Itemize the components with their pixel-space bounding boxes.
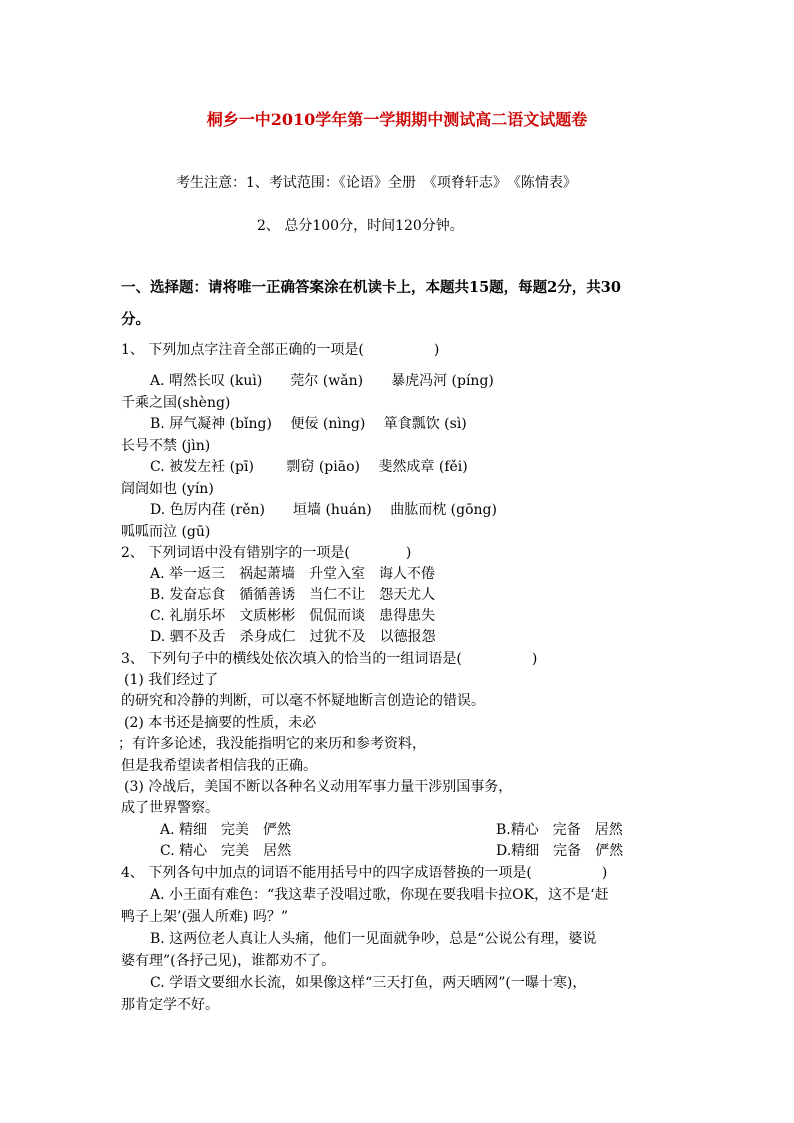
section-1-heading: 一、选择题：请将唯一正确答案涂在机读卡上，本题共15题，每题2分，共30 bbox=[121, 279, 621, 296]
q4-option-b: B. 这两位老人真让人头痛，他们一见面就争吵，总是“公说公有理，婆说 bbox=[150, 931, 597, 947]
q2-stem: 2、 下列词语中没有错别字的一项是( ) bbox=[121, 545, 412, 561]
section-1-heading-cont: 分。 bbox=[121, 311, 150, 328]
q3-sentence-3-cont: 成了世界警察。 bbox=[121, 800, 219, 816]
q3-stem: 3、 下列句子中的横线处依次填入的恰当的一组词语是( ) bbox=[121, 651, 538, 667]
q1-option-c-cont: 訚訚如也 (yín) bbox=[121, 481, 214, 497]
q3-sentence-2-cont: ；有许多论述，我没能指明它的来历和参考资料， bbox=[118, 736, 426, 752]
q1-option-b-cont: 长号不禁 (jìn) bbox=[121, 438, 211, 454]
page-title: 桐乡一中2010学年第一学期期中测试高二语文试题卷 bbox=[206, 110, 588, 129]
q4-option-b-cont: 婆有理”(各抒己见)，谁都劝不了。 bbox=[121, 953, 336, 969]
q1-option-a: A. 喟然长叹 (kuì) 莞尔 (wǎn) 暴虎冯河 (píng) bbox=[150, 373, 494, 389]
q4-option-c-cont: 那肯定学不好。 bbox=[121, 997, 219, 1013]
q2-option-c: C. 礼崩乐坏 文质彬彬 侃侃而谈 患得患失 bbox=[150, 608, 436, 624]
q4-option-a: A. 小王面有难色：“我这辈子没唱过歌，你现在要我唱卡拉OK，这不是‘赶 bbox=[150, 887, 609, 903]
q1-option-a-cont: 千乘之国(shèng) bbox=[121, 395, 231, 411]
q3-option-b: B.精心 完备 居然 bbox=[496, 822, 623, 838]
q3-sentence-1-cont: 的研究和冷静的判断，可以毫不怀疑地断言创造论的错误。 bbox=[121, 693, 485, 709]
q2-option-d: D. 驷不及舌 杀身成仁 过犹不及 以德报怨 bbox=[150, 629, 436, 645]
q1-option-d-cont: 呱呱而泣 (gū) bbox=[121, 524, 211, 540]
q4-option-a-cont: 鸭子上架’(强人所难) 吗？” bbox=[121, 909, 288, 925]
q1-option-b: B. 屏气凝神 (bǐng) 便佞 (nìng) 箪食瓢饮 (sì) bbox=[150, 416, 467, 432]
notice-line-1: 考生注意：1、考试范围：《论语》全册 《项脊轩志》 《陈情表》 bbox=[176, 175, 577, 191]
q4-stem: 4、 下列各句中加点的词语不能用括号中的四字成语替换的一项是( ) bbox=[121, 865, 608, 881]
q2-option-b: B. 发奋忘食 循循善诱 当仁不让 怨天尤人 bbox=[150, 587, 436, 603]
q1-option-d: D. 色厉内荏 (rěn) 垣墙 (huán) 曲肱而枕 (gōng) bbox=[150, 502, 497, 518]
q3-sentence-2: (2) 本书还是摘要的性质，未必 bbox=[124, 715, 317, 731]
q3-option-d: D.精细 完备 俨然 bbox=[496, 843, 624, 859]
notice-line-2: 2、 总分100分，时间120分钟。 bbox=[257, 218, 464, 234]
q3-option-a: A. 精细 完美 俨然 bbox=[160, 822, 292, 838]
q1-stem: 1、 下列加点字注音全部正确的一项是( ) bbox=[121, 342, 440, 358]
q1-option-c: C. 被发左衽 (pī) 剽窃 (piāo) 斐然成章 (fěi) bbox=[150, 459, 468, 475]
q4-option-c: C. 学语文要细水长流，如果像这样“三天打鱼，两天晒网”(一曝十寒)， bbox=[150, 975, 587, 991]
q3-sentence-3: (3) 冷战后，美国不断以各种名义动用军事力量干涉别国事务， bbox=[124, 779, 513, 795]
q3-sentence-2-cont-2: 但是我希望读者相信我的正确。 bbox=[121, 758, 317, 774]
q2-option-a: A. 举一返三 祸起萧墙 升堂入室 诲人不倦 bbox=[150, 566, 436, 582]
q3-option-c: C. 精心 完美 居然 bbox=[160, 843, 292, 859]
q3-sentence-1: (1) 我们经过了 bbox=[124, 672, 219, 688]
